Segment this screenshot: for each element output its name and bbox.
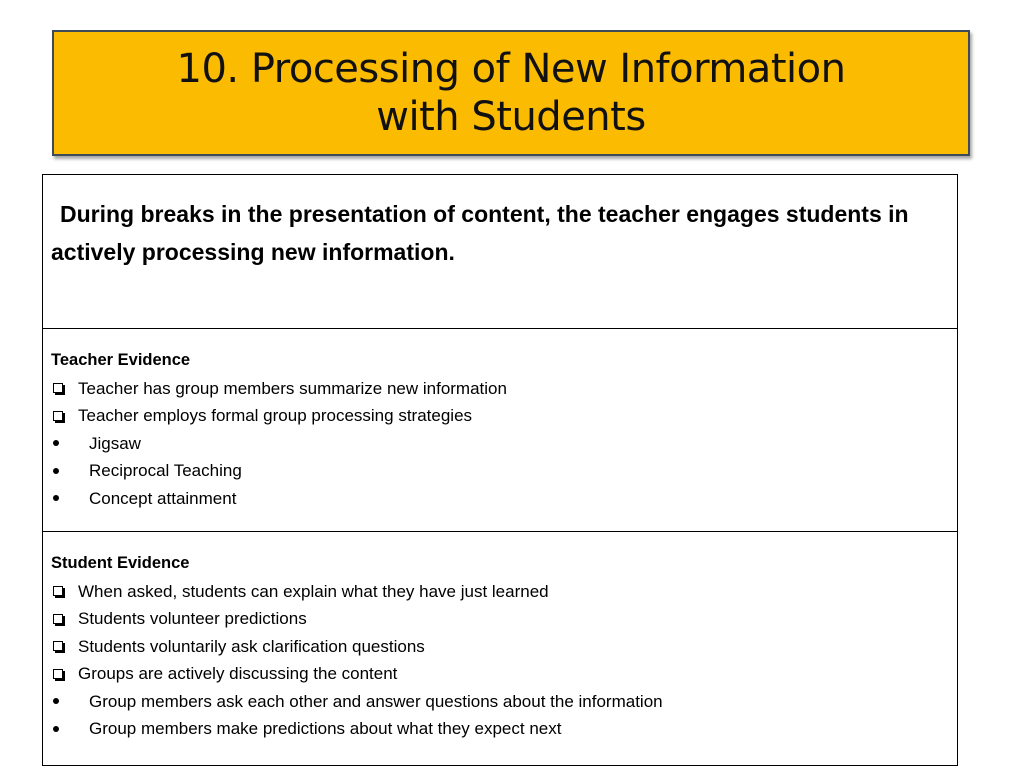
bullet-icon — [53, 440, 59, 446]
checkbox-icon — [53, 586, 63, 596]
teacher-evidence-cell — [43, 329, 957, 532]
description-cell — [43, 175, 957, 329]
list-item — [51, 633, 949, 661]
list-item-text: Concept attainment — [89, 488, 237, 508]
element-description: During breaks in the presentation of content, the teacher engages students in actively processing new information. — [51, 201, 909, 265]
list-item — [51, 578, 949, 606]
list-item-text: Groups are actively discussing the content — [78, 664, 398, 683]
list-item — [51, 688, 949, 716]
teacher-evidence-heading: Teacher Evidence — [51, 351, 191, 369]
student-evidence-heading: Student Evidence — [51, 554, 190, 572]
bullet-icon — [53, 698, 59, 704]
list-item-text: Teacher has group members summarize new information — [78, 378, 507, 398]
list-item — [51, 457, 949, 485]
title-banner — [52, 30, 970, 156]
bullet-icon — [53, 468, 59, 474]
bullet-icon — [53, 726, 59, 732]
list-item — [51, 715, 949, 743]
list-item — [51, 660, 949, 688]
evidence-table — [42, 174, 958, 766]
checkbox-icon — [53, 641, 63, 651]
list-item-text: Reciprocal Teaching — [89, 461, 242, 480]
student-evidence-list — [51, 578, 949, 743]
checkbox-icon — [53, 614, 63, 624]
list-item — [51, 485, 949, 513]
list-item — [51, 375, 949, 403]
slide-title: 10. Processing of New Information with Students — [176, 46, 846, 140]
list-item — [51, 605, 949, 633]
list-item-text: Jigsaw — [89, 433, 141, 453]
list-item-text: Students volunteer predictions — [78, 609, 307, 628]
teacher-evidence-list — [51, 375, 949, 513]
list-item-text: Teacher employs formal group processing strategies — [78, 406, 473, 425]
list-item-text: Group members ask each other and answer questions about the information — [89, 691, 663, 711]
list-item-text: Students voluntarily ask clarification questions — [78, 636, 425, 656]
bullet-icon — [53, 495, 59, 501]
student-evidence-cell — [43, 532, 957, 765]
checkbox-icon — [53, 669, 63, 679]
list-item-text: When asked, students can explain what they have just learned — [78, 581, 549, 601]
list-item-text: Group members make predictions about what they expect next — [89, 719, 562, 738]
checkbox-icon — [53, 383, 63, 393]
checkbox-icon — [53, 411, 63, 421]
list-item — [51, 402, 949, 430]
list-item — [51, 430, 949, 458]
